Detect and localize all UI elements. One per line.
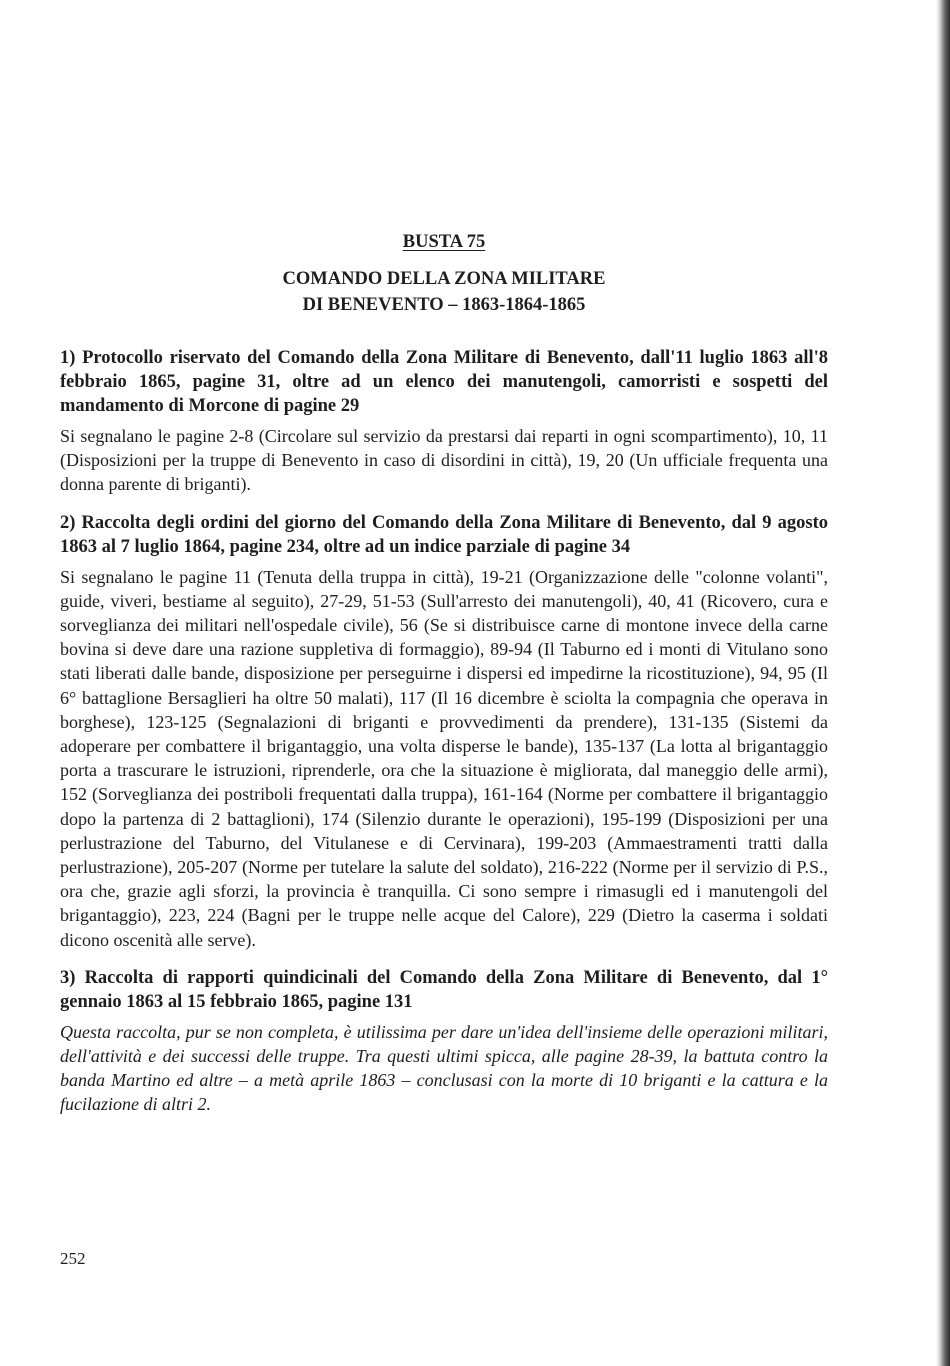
- section-heading: [60, 266, 828, 318]
- box-label: BUSTA 75: [402, 232, 486, 252]
- heading-line-2: DI BENEVENTO – 1863-1864-1865: [302, 295, 586, 315]
- entry-2: [60, 511, 828, 952]
- document-content: [60, 228, 828, 1117]
- entry-1-title: 1) Protocollo riservato del Comando della Zona Militare di Benevento, dall'11 luglio 1863 all'8 febbraio 1865, pagine 31, oltre ad un elenco dei manutengoli, camorristi e sospetti del mandamento di Morcone di pagine 29: [60, 348, 828, 416]
- entry-2-body: Si segnalano le pagine 11 (Tenuta della truppa in città), 19-21 (Organizzazione delle "colonne volanti", guide, viveri, bestiame al seguito), 27-29, 51-53 (Sull'arresto dei manutengoli), 40, 41 (Ricovero, cura e sorveglianza dei militari nell'ospedale civile), 56 (Se si distribuisce carne di montone invece della carne bovina si deve dare una razione suppletiva di formaggio), 89-94 (Il Taburno ed i monti di Vitulano sono stati liberati dalle bande, disposizione per perseguirne i dispersi ed impedirne la ricostituzione), 94, 95 (Il 6° battaglione Bersaglieri ha oltre 50 malati), 117 (Il 16 dicembre è sciolta la compagnia che operava in borghese), 123-125 (Segnalazioni di briganti e provvedimenti da prendere), 131-135 (Sistemi da adoperare per combattere il brigantaggio, una volta disperse le bande), 135-137 (La lotta al brigantaggio porta a trascurare le istruzioni, riprenderle, ora che la situazione è migliorata, dal maneggio delle armi), 152 (Sorveglianza dei postriboli frequentati dalla truppa), 161-164 (Norme per combattere il brigantaggio dopo la partenza di 2 battaglioni), 174 (Silenzio durante le operazioni), 195-199 (Disposizioni per una perlustrazione del Taburno, del Vitulanese e di Cervinara), 199-203 (Ammaestramenti tratti dalla perlustrazione), 205-207 (Norme per tutelare la salute del soldato), 216-222 (Norme per il servizio di P.S., ora che, grazie agli sforzi, la provincia è tranquilla. Ci sono sempre i rimasugli ed i manutengoli del brigantaggio), 223, 224 (Bagni per le truppe nelle acque del Calore), 229 (Dietro la caserma i soldati dicono oscenità alle serve).: [60, 566, 828, 950]
- page-binding-edge: [936, 0, 950, 1366]
- entry-1: [60, 346, 828, 497]
- page-number: 252: [60, 1249, 86, 1268]
- entry-3: [60, 966, 828, 1117]
- heading-line-1: COMANDO DELLA ZONA MILITARE: [282, 269, 606, 289]
- entry-1-body: Si segnalano le pagine 2-8 (Circolare sul servizio da prestarsi dai reparti in ogni scompartimento), 10, 11 (Disposizioni per la truppe di Benevento in caso di disordini in città), 19, 20 (Un ufficiale frequenta una donna parente di briganti).: [60, 426, 828, 495]
- entry-3-body: Questa raccolta, pur se non completa, è utilissima per dare un'idea dell'insieme delle operazioni militari, dell'attività e dei successi delle truppe. Tra questi ultimi spicca, alle pagine 28-39, la battuta contro la banda Martino ed altre – a metà aprile 1863 – conclusasi con la morte di 10 briganti e la cattura e la fucilazione di altri 2.: [60, 1021, 828, 1115]
- entry-3-title: 3) Raccolta di rapporti quindicinali del Comando della Zona Militare di Benevento, dal 1° gennaio 1863 al 15 febbraio 1865, pagine 131: [60, 967, 828, 1012]
- entry-2-title: 2) Raccolta degli ordini del giorno del Comando della Zona Militare di Benevento, dal 9 agosto 1863 al 7 luglio 1864, pagine 234, oltre ad un indice parziale di pagine 34: [60, 512, 828, 557]
